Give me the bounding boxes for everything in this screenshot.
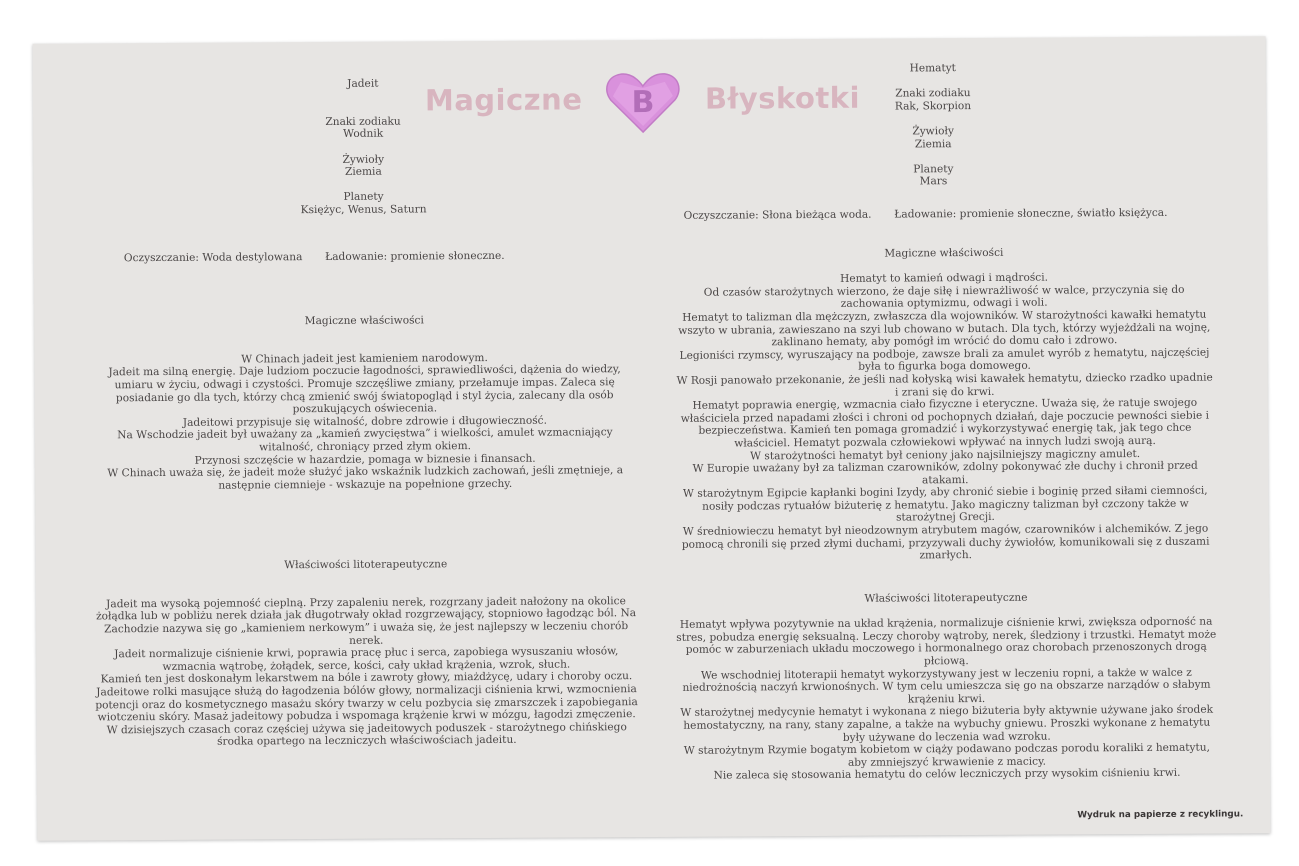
hematyt-planets: Mars (919, 175, 948, 188)
text-line: umiaru w życiu, odwagi i czystości. Promuje szczęśliwe zmiany, przełamuje impas. Zaleca się (114, 376, 615, 392)
text-line: Hematyt poprawia energię, wzmacnia ciało fizyczne i eteryczne. Uważa się, że ratuje swojego (692, 396, 1198, 412)
text-line: zaklinano hematy, aby pomógł im wrócić do domu cało i zdrowo. (771, 334, 1118, 349)
text-line: starożytnej Grecji. (896, 511, 995, 524)
jadeit-elements-label: Żywioły (342, 153, 385, 166)
jadeit-name: Jadeit (347, 77, 379, 90)
text-line: W Rosji panowało przekonanie, że jeśli nad kołyską wisi kawałek hematytu, dziecko rzadko upadnie (676, 371, 1213, 387)
text-line: posiadanie go dla tych, którzy chcą zmienić swój światopogląd i styl życia, zalecany dla osób (115, 388, 614, 404)
jadeit-charging: Ładowanie: promienie słoneczne. (325, 249, 505, 263)
hematyt-zodiac-label: Znaki zodiaku (895, 87, 971, 100)
logo-word-blyskotki: Błyskotki (704, 80, 861, 116)
hematyt-name: Hematyt (909, 62, 956, 75)
text-line: potencji oraz do kosmetycznego masażu skóry twarzy w celu pozbycia się zmarszczek i zapobiegania (95, 695, 638, 711)
jadeit-therapy-heading: Właściwości litoterapeutyczne (284, 558, 448, 572)
text-line: W starożytnym Egipcie kapłanki bogini Izydy, aby chronić siebie i boginię przed siłami ciemności, (683, 484, 1208, 501)
text-line: poszukujących oświecenia. (292, 402, 438, 416)
text-line: wiotczeniu skóry. Masaż jadeitowy pobudza i wspomaga krążenie krwi w mózgu, łagodzi zmęczenie. (97, 708, 636, 724)
text-line: W starożytnym Rzymie bogatym kobietom w ciąży podawano podczas porodu koraliki z hematytu, (683, 741, 1211, 757)
text-line: W dzisiejszych czasach coraz częściej używa się jadeitowych poduszek - starożytnego chińskiego (106, 720, 627, 737)
text-line: niedrożnością naczyń krwionośnych. W tym celu umieszcza się go na obszarze narządów o słabym (682, 678, 1211, 694)
jadeit-zodiac-label: Znaki zodiaku (325, 115, 401, 128)
text-line: żołądka lub w pobliżu nerek działa jak długotrwały okład rozgrzewający, stopniowo łagodząc ból. Na (96, 607, 637, 623)
text-line: We wschodniej litoterapii hematyt wykorzystywany jest w leczeniu ropni, a także w walce z (701, 666, 1192, 682)
hematyt-therapy-text (636, 615, 1257, 783)
text-line: Jadeit normalizuje ciśnienie krwi, poprawia pracę płuc i serca, zapobiega wysuszaniu włosów, (114, 645, 619, 661)
text-line: właściciel. Hematyt pozwala człowiekowi wpływać na innych ludzi swoją aurą. (734, 434, 1156, 450)
jadeit-info (263, 77, 464, 217)
text-line: stres, pobudza energię seksualną. Leczy choroby wątroby, nerek, śledziony i trzustki. Hematyt może (676, 628, 1217, 644)
hematyt-elements: Ziemia (914, 137, 952, 150)
text-line: następnie ciemnieje - wskazuje na popełnione grzechy. (218, 477, 513, 492)
hematyt-planets-label: Planety (913, 162, 954, 176)
text-line: wszyto w ubrania, zawieszano na szyi lub chowano w butach. Dla tych, którzy wyjeżdżali na wojnę, (678, 321, 1211, 337)
text-line: bezpieczeństwa. Kamień ten pomaga gromadzić i wykorzystywać energię tak, jak tego chce (698, 422, 1192, 438)
hematyt-zodiac: Rak, Skorpion (894, 99, 972, 113)
text-line: były używane do leczenia wad wzroku. (842, 730, 1051, 744)
text-line: W Europie uważany był za talizman czarowników, zdolny pokonywać złe duchy i chronił przed (692, 459, 1198, 475)
logo-word-magiczne: Magiczne (424, 82, 583, 118)
hematyt-magic-text (634, 271, 1256, 564)
text-line: Nie zaleca się stosowania hematytu do celów leczniczych przy wysokim ciśnieniu krwi. (713, 767, 1181, 782)
jadeit-magic-heading: Magiczne właściwości (304, 314, 424, 328)
text-line: W średniowieczu hematyt był nieodzownym atrybutem magów, czarowników i alchemików. Z jego (682, 522, 1209, 538)
hematyt-therapy-section (636, 590, 1257, 783)
text-line: Legioniści rzymscy, wyruszający na podboje, zawsze brali za amulet wyrób z hematytu, najczęściej (679, 346, 1210, 362)
hematyt-info (833, 62, 1034, 189)
text-line: zachowania optymizmu, odwagi i woli. (840, 296, 1048, 311)
text-line: krążeniu krwi. (907, 692, 986, 706)
jadeit-care (124, 249, 594, 264)
text-line: Hematyt wpływa pozytywnie na układ krążenia, normalizuje ciśnienie krwi, zwiększa odporność na (679, 615, 1213, 632)
text-line: pomóc w zaburzeniach układu moczowego i hormonalnego oraz chorobach przenoszonych drogą (685, 640, 1207, 657)
hematyt-cleaning: Oczyszczanie: Słona bieżąca woda. (683, 208, 872, 222)
text-line: witalność, chroniący przed złym okiem. (259, 440, 472, 454)
text-line: W starożytnej medycynie hematyt i wykonana z niego biżuteria były aktywnie używane jako środek (680, 703, 1214, 720)
jadeit-elements: Ziemia (344, 165, 382, 179)
text-line: Na Wschodzie jadeit był uważany za „kamień zwycięstwa” i wielkości, amulet wzmacniający (117, 426, 613, 442)
jadeit-planets-label: Planety (343, 190, 384, 204)
hematyt-magic-heading: Magiczne właściwości (884, 246, 1004, 260)
text-line: i zrani się do krwi. (894, 385, 995, 399)
logo-letter-b: B (631, 84, 655, 121)
text-line: nerek. (349, 634, 384, 647)
jadeit-therapy-text (66, 595, 667, 750)
brand-logo (423, 57, 863, 132)
jadeit-magic-section (74, 313, 655, 493)
text-line: właściciela przed napadami złości i chroni od pochopnych działań, daje poczucie pewności siebie i (680, 409, 1210, 425)
text-line: Jadeit ma wysoką pojemność cieplną. Przy zapaleniu nerek, rozgrzany jadeit nałożony na okolice (106, 594, 626, 611)
text-line: zmarłych. (919, 549, 973, 562)
printed-sheet (33, 36, 1271, 841)
text-line: Hematyt to kamień odwagi i mądrości. (840, 271, 1049, 286)
text-line: Jadeit ma silną energię. Daje ludziom poczucie łagodności, sprawiedliwości, dążenia do wiedzy, (108, 363, 621, 379)
hematyt-charging: Ładowanie: promienie słoneczne, światło księżyca. (894, 206, 1168, 221)
text-line: Jadeitowe rolki masujące służą do łagodzenia bólów głowy, normalizacji ciśnienia krwi, wzmocnienia (96, 683, 637, 699)
jadeit-cleaning: Oczyszczanie: Woda destylowana (123, 251, 303, 265)
text-line: Od czasów starożytnych wierzono, że daje siłę i niewrażliwość w walce, przyczynia się do (703, 283, 1185, 299)
text-line: W Chinach jadeit jest kamieniem narodowym. (241, 351, 488, 366)
text-line: aby zmniejszyć krwawienie z macicy. (847, 755, 1047, 769)
jadeit-magic-text (74, 351, 655, 493)
jadeit-zodiac: Wodnik (343, 128, 384, 141)
jadeit-therapy-section (66, 557, 667, 750)
hematyt-care (684, 206, 1244, 222)
hematyt-therapy-heading: Właściwości litoterapeutyczne (864, 591, 1028, 605)
text-line: płciową. (923, 655, 969, 668)
text-line: nosiły podczas rytuałów biżuterię z hematytu. Jako magiczny talizman był czczony także w (702, 497, 1189, 513)
text-line: pomocą chronili się przed złymi duchami, przyzywali duchy żywiołów, komunikowali się z duszami (681, 535, 1210, 551)
recycled-paper-note: Wydruk na papierze z recyklingu. (1077, 809, 1244, 821)
heart-icon (603, 70, 683, 136)
text-line: była to figurka boga domowego. (858, 360, 1031, 374)
hematyt-magic-section (634, 245, 1256, 564)
hematyt-elements-label: Żywioły (912, 125, 954, 138)
text-line: hemostatyczny, na rany, stany zapalne, a także na wybuchy gniewu. Proszki wykonane z hematytu (683, 716, 1211, 732)
text-line: atakami. (922, 473, 969, 487)
text-line: Zachodzie nazywa się go „kamieniem nerkowym” i uważa się, że jest najlepszy w leczeniu chorób (104, 620, 629, 636)
text-line: Kamień ten jest doskonałym lekarstwem na bóle i zawroty głowy, miażdżycę, udary i choroby oczu. (100, 670, 633, 686)
text-line: Hematyt to talizman dla mężczyzn, zwłaszcza dla wojowników. W starożytności kawałki hematytu (682, 308, 1207, 324)
text-line: wzmacnia wątrobę, żołądek, serce, kości, cały układ krążenia, wzrok, słuch. (162, 658, 571, 673)
text-line: Przynosi szczęście w hazardzie, pomaga w biznesie i finansach. (194, 452, 536, 467)
text-line: Jadeitowi przypisuje się witalność, dobre zdrowie i długowieczność. (182, 414, 547, 429)
text-line: środka opartego na leczniczych właściwościach jadeitu. (217, 734, 517, 748)
jadeit-planets: Księżyc, Wenus, Saturn (300, 203, 427, 217)
text-line: W starożytności hematyt był ceniony jako najsilniejszy magiczny amulet. (750, 447, 1141, 462)
text-line: W Chinach uważa się, że jadeit może służyć jako wskaźnik ludzkich zachowań, jeśli zmętnieje, a (107, 464, 624, 480)
